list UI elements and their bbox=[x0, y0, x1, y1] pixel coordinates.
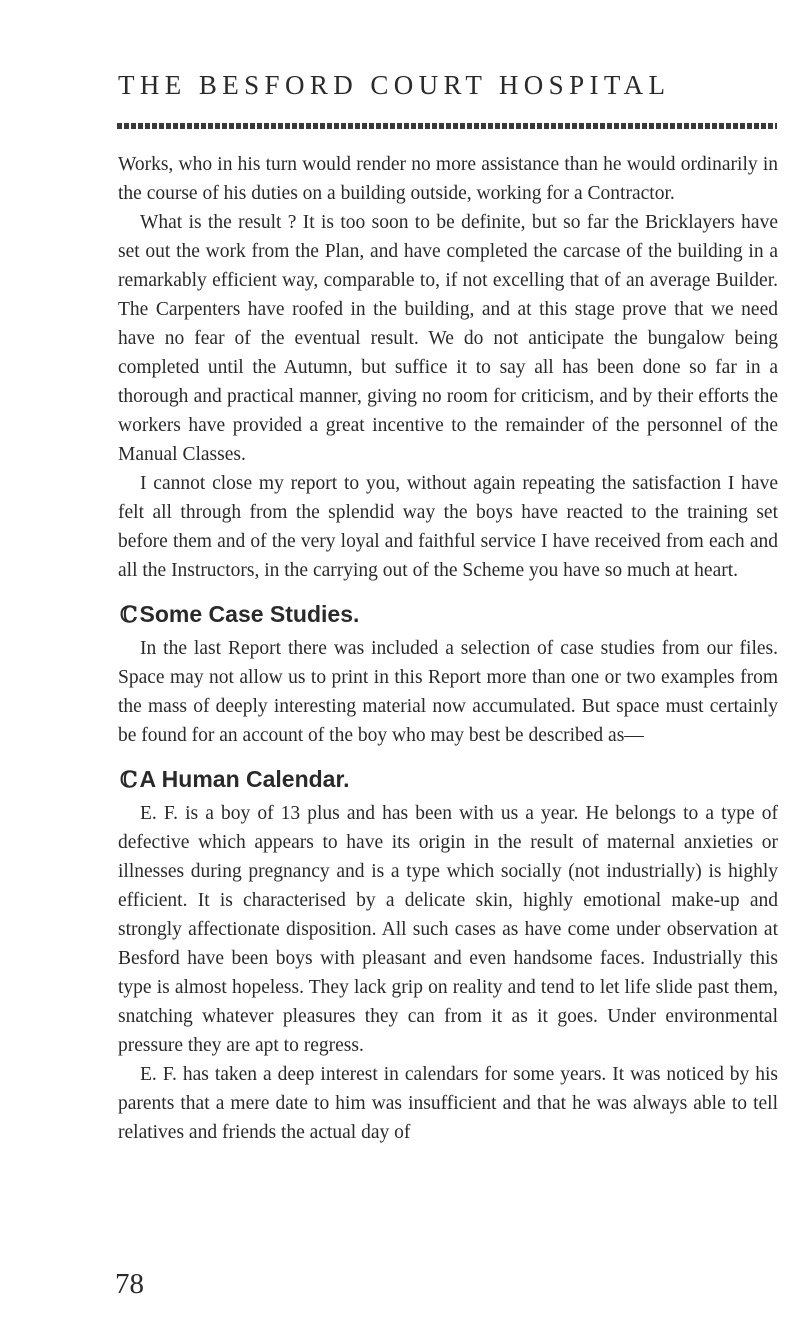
paragraph: I cannot close my report to you, without again repeating the satisfaction I have felt all through from the splendid way the boys have reacted to the training set before them and of the very loyal and faithful service I have received from each and all the Instructors, in the carrying out of the Scheme you have so much at heart. bbox=[118, 473, 778, 581]
section-heading-case-studies bbox=[120, 599, 778, 630]
section-heading-human-calendar bbox=[120, 764, 778, 795]
paragraph: What is the result ? It is too soon to be definite, but so far the Bricklayers have set out the work from the Plan, and have completed the carcase of the building in a remarkably efficient way, comparable to, if not excelling that of an average Builder. The Carpenters have roofed in the building, and at this stage prove that we need have no fear of the eventual result. We do not anticipate the bungalow being completed until the Autumn, but suffice it to say all has been done so far in a thorough and practical manner, giving no room for criticism, and by their efforts the workers have provided a great incentive to the remainder of the personnel of the Manual Classes. bbox=[118, 212, 778, 465]
body-text bbox=[118, 150, 778, 1147]
section-mark-icon: ℂ bbox=[120, 602, 138, 628]
page-number: 78 bbox=[115, 1268, 144, 1300]
paragraph: In the last Report there was included a selection of case studies from our files. Space may not allow us to print in this Report more than one or two examples from the mass of deeply interesting material now accumulated. But space must certainly be found for an account of the boy who may best be described as— bbox=[118, 638, 778, 746]
paragraph: E. F. has taken a deep interest in calendars for some years. It was noticed by his parents that a mere date to him was insufficient and that he was always able to tell relatives and friends the actual day of bbox=[118, 1064, 778, 1143]
decorative-rule bbox=[117, 123, 777, 129]
running-head: THE BESFORD COURT HOSPITAL bbox=[118, 70, 671, 100]
heading-text: A Human Calendar. bbox=[139, 766, 350, 792]
paragraph: Works, who in his turn would render no more assistance than he would ordinarily in the course of his duties on a building outside, working for a Contractor. bbox=[118, 154, 778, 204]
heading-text: Some Case Studies. bbox=[139, 601, 360, 627]
section-mark-icon: ℂ bbox=[120, 767, 138, 793]
paragraph: E. F. is a boy of 13 plus and has been with us a year. He belongs to a type of defective which appears to have its origin in the result of maternal anxieties or illnesses during pregnancy and is a type which socially (not industrially) is highly efficient. It is characterised by a delicate skin, highly emotional make-up and strongly affectionate disposition. All such cases as have come under observation at Besford have been boys with pleasant and even handsome faces. Industrially this type is almost hopeless. They lack grip on reality and tend to let life slide past them, snatching whatever pleasures they can from it as it goes. Under environmental pressure they are apt to regress. bbox=[118, 803, 778, 1056]
